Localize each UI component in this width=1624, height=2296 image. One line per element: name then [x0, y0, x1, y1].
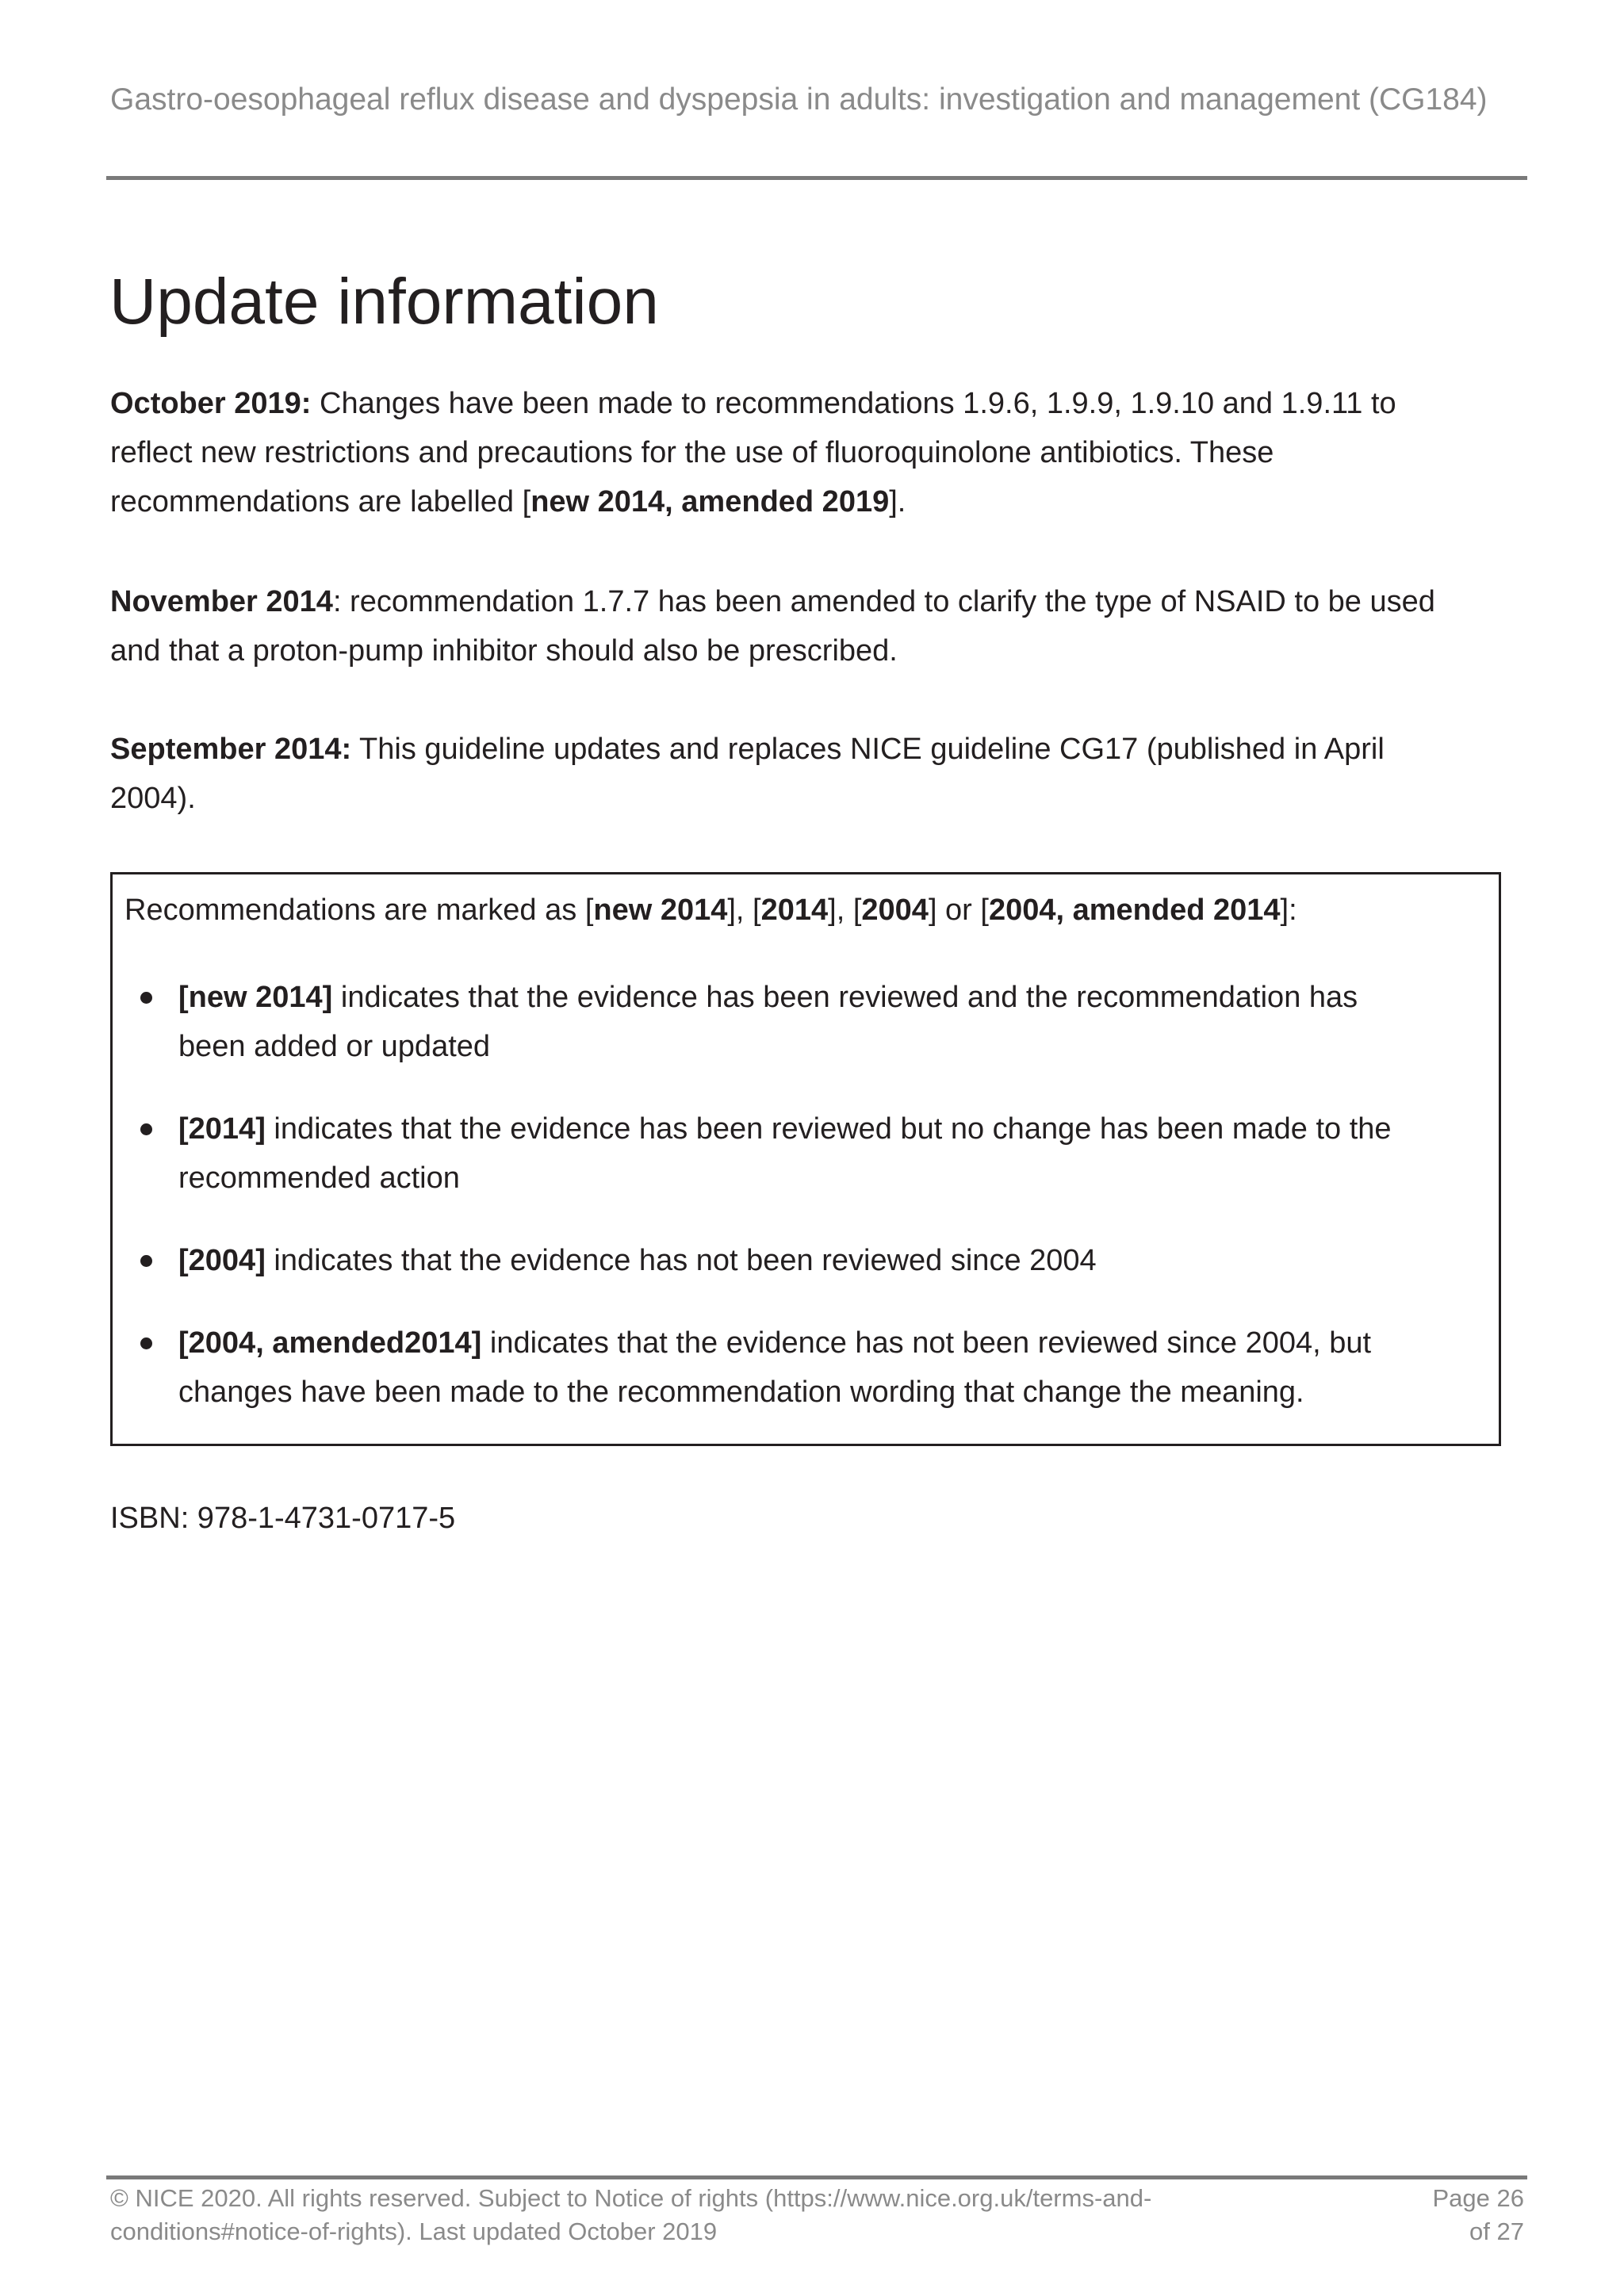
box-intro-text: ], [: [828, 894, 862, 927]
marker-label: [2004]: [178, 1244, 266, 1277]
update-text: Changes have been made to recommendations 1.9.6, 1.9.9, 1.9.10 and 1.9.11 to: [311, 387, 1396, 420]
box-intro: [124, 886, 1488, 935]
update-text: recommendations are labelled [: [110, 485, 531, 519]
list-item-text: been added or updated: [178, 1030, 491, 1063]
marker-label: 2014: [760, 894, 829, 927]
page-number: [1365, 2182, 1524, 2248]
update-text: This guideline updates and replaces NICE guideline CG17 (published in April: [351, 733, 1385, 766]
update-text: and that a proton-pump inhibitor should also be prescribed.: [110, 634, 898, 668]
footer-copyright-line: © NICE 2020. All rights reserved. Subject to Notice of rights (https://www.nice.org.uk/terms-and-: [110, 2184, 1152, 2212]
header-divider: [106, 176, 1527, 180]
box-intro-text: ] or [: [928, 894, 989, 927]
list-item-text: indicates that the evidence has been reviewed but no change has been made to the: [265, 1112, 1392, 1146]
list-item-text: indicates that the evidence has been reviewed and the recommendation has: [332, 981, 1358, 1014]
update-date: October 2019:: [110, 387, 312, 420]
footer-copyright-line: conditions#notice-of-rights). Last updated October 2019: [110, 2218, 718, 2245]
footer-divider: [106, 2175, 1527, 2179]
bullet-icon: [140, 1123, 152, 1135]
marker-label: 2004, amended 2014: [988, 894, 1281, 927]
list-item: [178, 973, 1455, 1071]
update-text: 2004).: [110, 782, 196, 815]
box-intro-text: ]:: [1280, 894, 1297, 927]
marker-label: [new 2014]: [178, 981, 333, 1014]
bullet-icon: [140, 1337, 152, 1349]
footer-copyright: [110, 2182, 1300, 2248]
list-item-text: recommended action: [178, 1161, 460, 1195]
page-number-line: Page 26: [1432, 2184, 1524, 2212]
box-intro-text: ], [: [727, 894, 761, 927]
bullet-icon: [140, 992, 152, 1004]
page-number-line: of 27: [1469, 2218, 1524, 2245]
marker-label: [2004, amended2014]: [178, 1326, 482, 1360]
page-title: Update information: [109, 266, 659, 338]
box-intro-text: Recommendations are marked as [: [124, 894, 594, 927]
list-item: [178, 1236, 1455, 1285]
list-item-text: indicates that the evidence has not been reviewed since 2004, but: [481, 1326, 1372, 1360]
recommendation-labels-box: [110, 872, 1501, 1446]
marker-label: new 2014: [593, 894, 728, 927]
marker-label: 2004: [861, 894, 929, 927]
list-item-text: changes have been made to the recommendation wording that change the meaning.: [178, 1376, 1304, 1409]
marker-label: [2014]: [178, 1112, 266, 1146]
list-item: [178, 1104, 1455, 1203]
update-label: new 2014, amended 2019: [530, 485, 890, 519]
bullet-icon: [140, 1255, 152, 1267]
update-text: ].: [889, 485, 906, 519]
update-paragraph-october-2019: [110, 379, 1538, 526]
update-text: reflect new restrictions and precautions for the use of fluoroquinolone antibiotics. These: [110, 436, 1274, 469]
list-item: [178, 1318, 1455, 1417]
update-date: November 2014: [110, 585, 333, 618]
isbn-text: ISBN: 978-1-4731-0717-5: [110, 1502, 456, 1535]
update-text: : recommendation 1.7.7 has been amended to clarify the type of NSAID to be used: [332, 585, 1435, 618]
update-paragraph-november-2014: [110, 577, 1538, 675]
update-paragraph-september-2014: [110, 725, 1538, 823]
update-date: September 2014:: [110, 733, 352, 766]
document-header-title: Gastro-oesophageal reflux disease and dyspepsia in adults: investigation and management (CG184): [110, 82, 1488, 117]
list-item-text: indicates that the evidence has not been reviewed since 2004: [265, 1244, 1097, 1277]
